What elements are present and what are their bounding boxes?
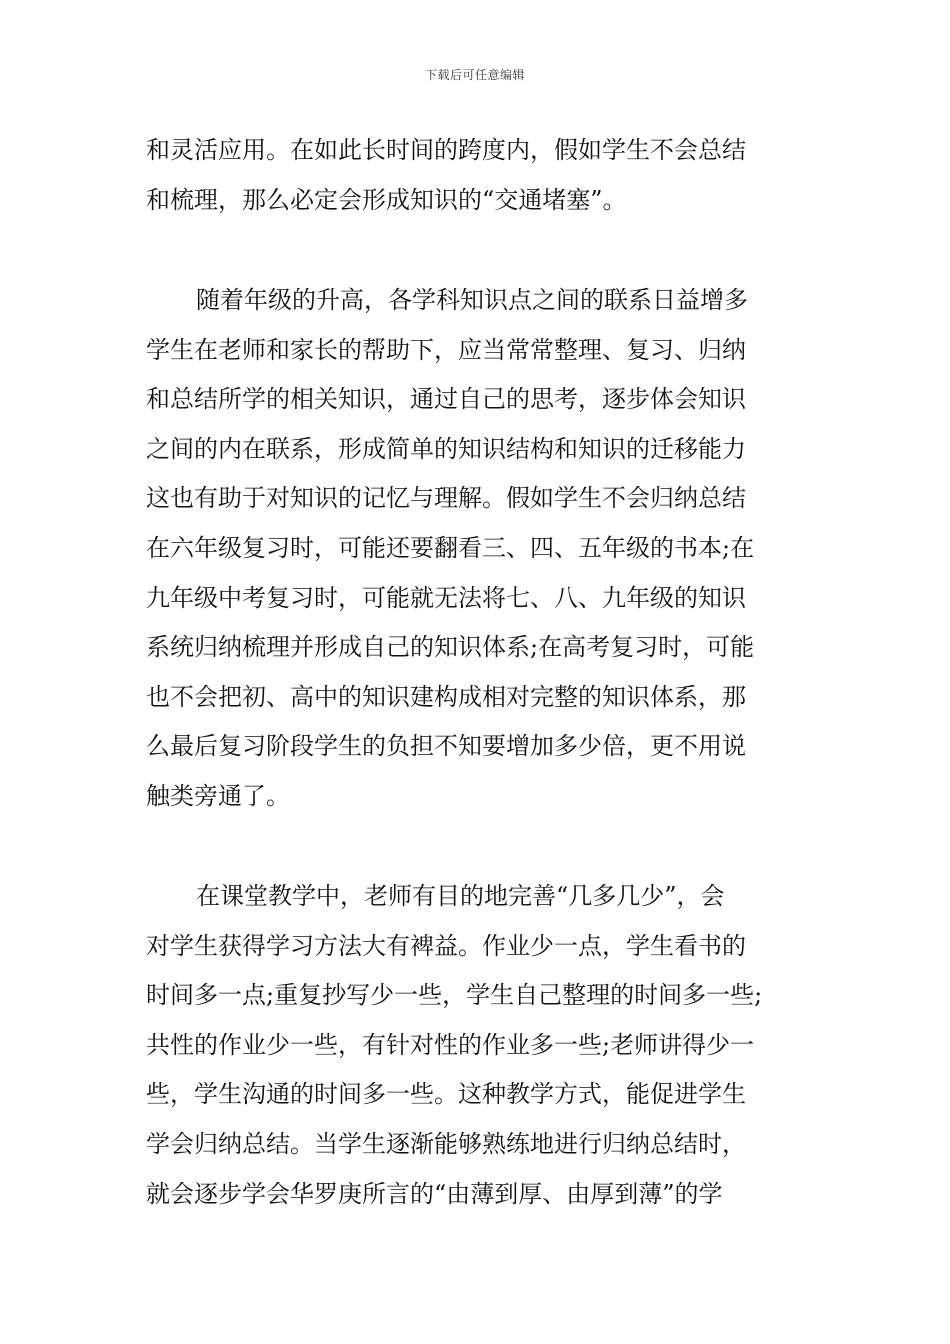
text-line: 和梳理，那么必定会形成知识的“交通堵塞”。 [146,185,627,214]
text-line: 学会归纳总结。当学生逐渐能够熟练地进行归纳总结时， [146,1129,746,1158]
text-line: 时间多一点;重复抄写少一些，学生自己整理的时间多一些; [146,981,763,1010]
text-line: 和总结所学的相关知识，通过自己的思考，逐步体会知识 [146,385,746,414]
text-line: 触类旁通了。 [146,781,290,810]
text-line: 就会逐步学会华罗庚所言的“由薄到厚、由厚到薄”的学 [146,1179,723,1208]
text-line: 这也有助于对知识的记忆与理解。假如学生不会归纳总结 [146,484,746,513]
text-line: 和灵活应用。在如此长时间的跨度内，假如学生不会总结 [146,136,746,164]
text-line: 对学生获得学习方法大有裨益。作业少一点，学生看书的 [146,931,746,960]
text-line: 也不会把初、高中的知识建构成相对完整的知识体系，那 [146,682,746,711]
text-line: 随着年级的升高，各学科知识点之间的联系日益增多 [196,286,748,314]
text-line: 共性的作业少一些，有针对性的作业多一些;老师讲得少一 [146,1030,755,1059]
text-line: 之间的内在联系，形成简单的知识结构和知识的迁移能力 [146,434,746,463]
header-note: 下载后可任意编辑 [424,68,525,82]
text-line: 些，学生沟通的时间多一些。这种教学方式，能促进学生 [146,1080,746,1109]
paragraph-2 [146,276,826,822]
text-line: 么最后复习阶段学生的负担不知要增加多少倍，更不用说 [146,732,746,761]
text-line: 在课堂教学中，老师有目的地完善“几多几少”，会 [196,882,725,910]
text-line: 系统归纳梳理并形成自己的知识体系;在高考复习时，可能 [146,633,755,662]
text-line: 九年级中考复习时，可能就无法将七、八、九年级的知识 [146,583,746,612]
paragraph-3 [146,872,826,1219]
text-line: 学生在老师和家长的帮助下，应当常常整理、复习、归纳 [146,335,746,364]
paragraph-1 [146,126,826,225]
text-line: 在六年级复习时，可能还要翻看三、四、五年级的书本;在 [146,533,755,562]
